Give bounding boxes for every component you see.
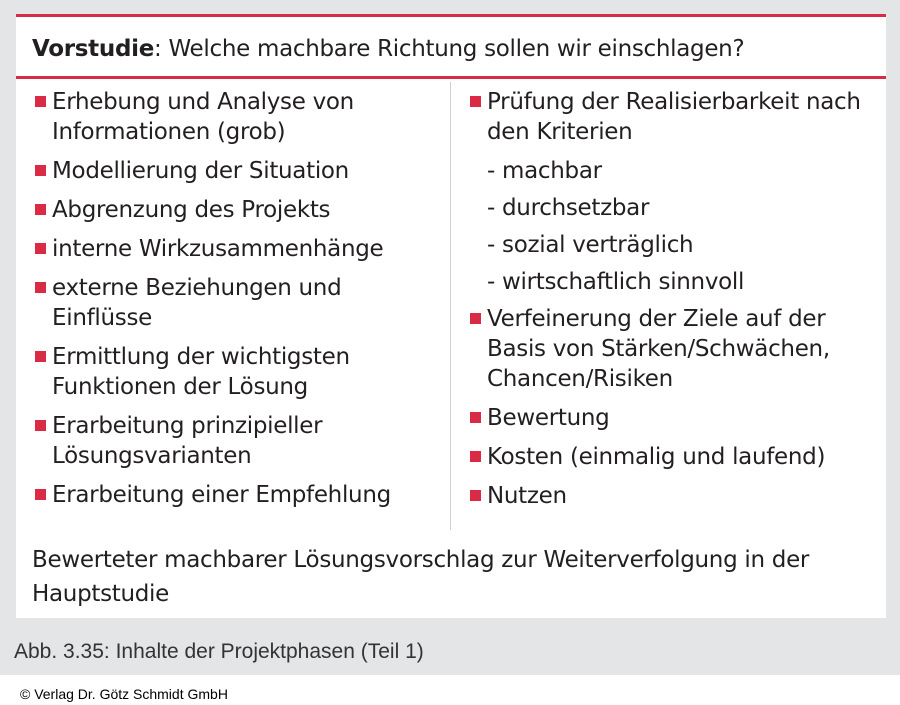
bullet-square-icon	[35, 489, 46, 500]
bullet-square-icon	[470, 313, 481, 324]
bullet-square-icon	[470, 412, 481, 423]
list-item	[32, 156, 444, 186]
bullet-square-icon	[35, 420, 46, 431]
list-item	[32, 234, 444, 264]
column-divider	[450, 82, 451, 530]
item-text: Bewertung	[487, 405, 610, 431]
item-text: Abgrenzung des Projekts	[52, 197, 331, 223]
list-item	[32, 87, 444, 147]
left-column	[32, 87, 444, 519]
list-item	[32, 195, 444, 225]
list-item	[467, 481, 877, 511]
list-item	[32, 273, 444, 333]
phase-name: Vorstudie	[32, 36, 154, 62]
phase-question: : Welche machbare Richtung sollen wir einschlagen?	[154, 36, 745, 62]
list-item	[467, 304, 877, 394]
right-column	[467, 87, 877, 520]
top-rule	[16, 14, 886, 17]
list-item	[467, 442, 877, 472]
item-text: Erarbeitung prinzipieller Lösungsvarianten	[52, 413, 323, 469]
list-item	[32, 411, 444, 471]
criteria-item: - sozial verträglich	[487, 232, 694, 258]
item-text: Verfeinerung der Ziele auf der Basis von Stärken/Schwächen, Chancen/Risiken	[487, 306, 830, 392]
list-item	[32, 342, 444, 402]
header-rule	[16, 76, 886, 79]
bullet-square-icon	[470, 451, 481, 462]
item-text: Erhebung und Analyse von Informationen (grob)	[52, 89, 354, 145]
criteria-item: - durchsetzbar	[487, 195, 650, 221]
list-item	[32, 480, 444, 510]
list-item	[467, 87, 877, 147]
bullet-square-icon	[470, 490, 481, 501]
result-statement: Bewerteter machbarer Lösungsvorschlag zur Weiterverfolgung in der Hauptstudie	[32, 547, 810, 607]
bullet-square-icon	[35, 351, 46, 362]
criteria-item: - wirtschaftlich sinnvoll	[487, 269, 745, 295]
copyright-notice: © Verlag Dr. Götz Schmidt GmbH	[20, 686, 228, 702]
item-text: Nutzen	[487, 483, 567, 509]
item-text: interne Wirkzusammenhänge	[52, 236, 384, 262]
bullet-square-icon	[35, 165, 46, 176]
item-text: externe Beziehungen und Einflüsse	[52, 275, 342, 331]
phase-title	[32, 36, 744, 62]
bullet-square-icon	[35, 243, 46, 254]
item-text: Kosten (einmalig und laufend)	[487, 444, 826, 470]
bullet-square-icon	[35, 282, 46, 293]
bullet-square-icon	[35, 96, 46, 107]
bullet-square-icon	[470, 96, 481, 107]
item-text: Ermittlung der wichtigsten Funktionen der Lösung	[52, 344, 350, 400]
figure-caption: Abb. 3.35: Inhalte der Projektphasen (Teil 1)	[14, 640, 424, 663]
criteria-item: - machbar	[487, 158, 602, 184]
item-text: Prüfung der Realisierbarkeit nach den Kriterien	[487, 89, 861, 145]
item-text: Erarbeitung einer Empfehlung	[52, 482, 391, 508]
list-item	[467, 403, 877, 433]
bullet-square-icon	[35, 204, 46, 215]
item-text: Modellierung der Situation	[52, 158, 349, 184]
